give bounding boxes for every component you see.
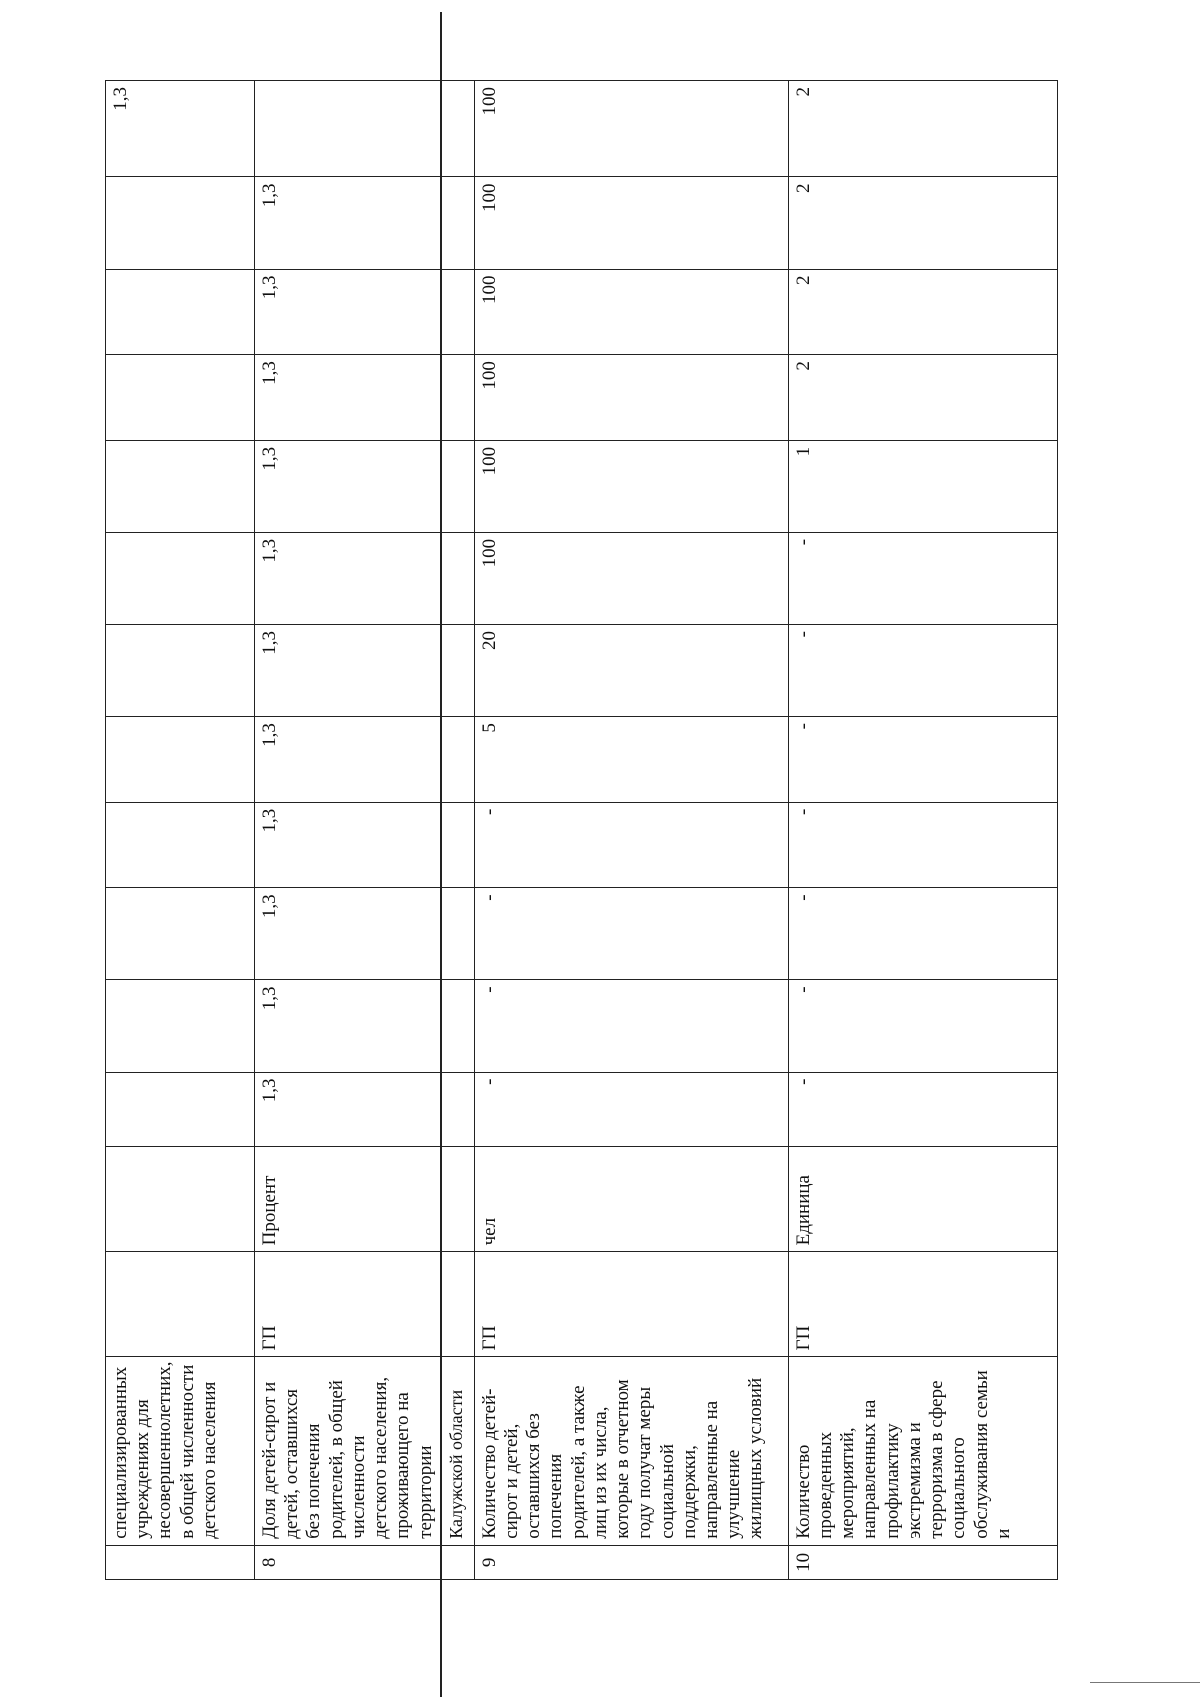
unit-cell: чел [474,1147,788,1252]
value-cell: - [788,1072,1057,1147]
value-cell [441,1072,474,1147]
value-cell: 1,3 [255,717,442,803]
row-number-cell: 10 [788,1545,1057,1579]
value-cell: - [474,1072,788,1147]
source-cell [106,1252,255,1357]
value-cell [106,177,255,269]
value-cell: - [788,717,1057,803]
value-cell: - [474,802,788,888]
value-cell: 1,3 [255,269,442,355]
value-cell [441,624,474,716]
source-cell: ГП [255,1252,442,1357]
value-cell [106,440,255,532]
row-number-cell [441,1545,474,1579]
value-cell [441,177,474,269]
value-cell [441,355,474,441]
indicator-name-cell: Количество проведенных мероприятий, направленных на профилактику экстремизма и терроризма в сфере социального обслуживания семьи и [788,1357,1057,1545]
value-cell [106,624,255,716]
table-row [255,81,442,1580]
value-cell: - [474,980,788,1072]
table-row [474,81,788,1580]
value-cell: 1 [788,440,1057,532]
source-cell: ГП [788,1252,1057,1357]
indicator-name-cell: специализированных учреждениях для несовершеннолетних, в общей численности детского населения [106,1357,255,1545]
value-cell: 100 [474,81,788,177]
table-row [106,81,255,1580]
value-cell [441,269,474,355]
value-cell: 1,3 [255,802,442,888]
value-cell: 1,3 [255,980,442,1072]
indicator-name-cell: Доля детей-сирот и детей, оставшихся без попечения родителей, в общей численности детского населения, проживающего на территории [255,1357,442,1545]
value-cell: 100 [474,532,788,624]
unit-cell [106,1147,255,1252]
row-number-cell: 8 [255,1545,442,1579]
indicator-table [105,80,1058,1580]
page-edge-line [1090,1682,1200,1683]
value-cell: 100 [474,355,788,441]
value-cell: - [788,532,1057,624]
value-cell: 1,3 [255,440,442,532]
value-cell [441,888,474,980]
value-cell: 2 [788,355,1057,441]
value-cell: - [788,802,1057,888]
value-cell [441,980,474,1072]
value-cell: 1,3 [255,355,442,441]
table-body [106,81,1058,1580]
value-cell: 100 [474,177,788,269]
unit-cell: Единица [788,1147,1057,1252]
table-row [441,81,474,1580]
value-cell: - [788,888,1057,980]
value-cell [441,717,474,803]
source-cell [441,1252,474,1357]
value-cell: 2 [788,177,1057,269]
value-cell [106,269,255,355]
value-cell [106,355,255,441]
value-cell [255,81,442,177]
value-cell [106,980,255,1072]
value-cell [106,717,255,803]
value-cell: 1,3 [106,81,255,177]
value-cell [106,532,255,624]
value-cell: - [474,888,788,980]
value-cell: - [788,624,1057,716]
value-cell: 20 [474,624,788,716]
indicator-name-cell: Количество детей-сирот и детей, оставшихся без попечения родителей, а также лиц из их числа, которые в отчетном году получат меры социальной поддержки, направленные на улучшение жилищных условий [474,1357,788,1545]
value-cell: 1,3 [255,624,442,716]
value-cell [441,440,474,532]
value-cell: 5 [474,717,788,803]
indicator-name-cell: Калужской области [441,1357,474,1545]
unit-cell: Процент [255,1147,442,1252]
value-cell: - [788,980,1057,1072]
value-cell: 2 [788,269,1057,355]
value-cell: 100 [474,269,788,355]
value-cell: 1,3 [255,177,442,269]
value-cell: 100 [474,440,788,532]
indicator-table-rotated [105,80,1050,1580]
value-cell: 2 [788,81,1057,177]
source-cell: ГП [474,1252,788,1357]
value-cell [106,1072,255,1147]
table-row [788,81,1057,1580]
row-number-cell: 9 [474,1545,788,1579]
value-cell: 1,3 [255,888,442,980]
value-cell [441,802,474,888]
value-cell [441,81,474,177]
value-cell [106,802,255,888]
value-cell: 1,3 [255,1072,442,1147]
unit-cell [441,1147,474,1252]
value-cell [441,532,474,624]
value-cell [106,888,255,980]
value-cell: 1,3 [255,532,442,624]
row-number-cell [106,1545,255,1579]
